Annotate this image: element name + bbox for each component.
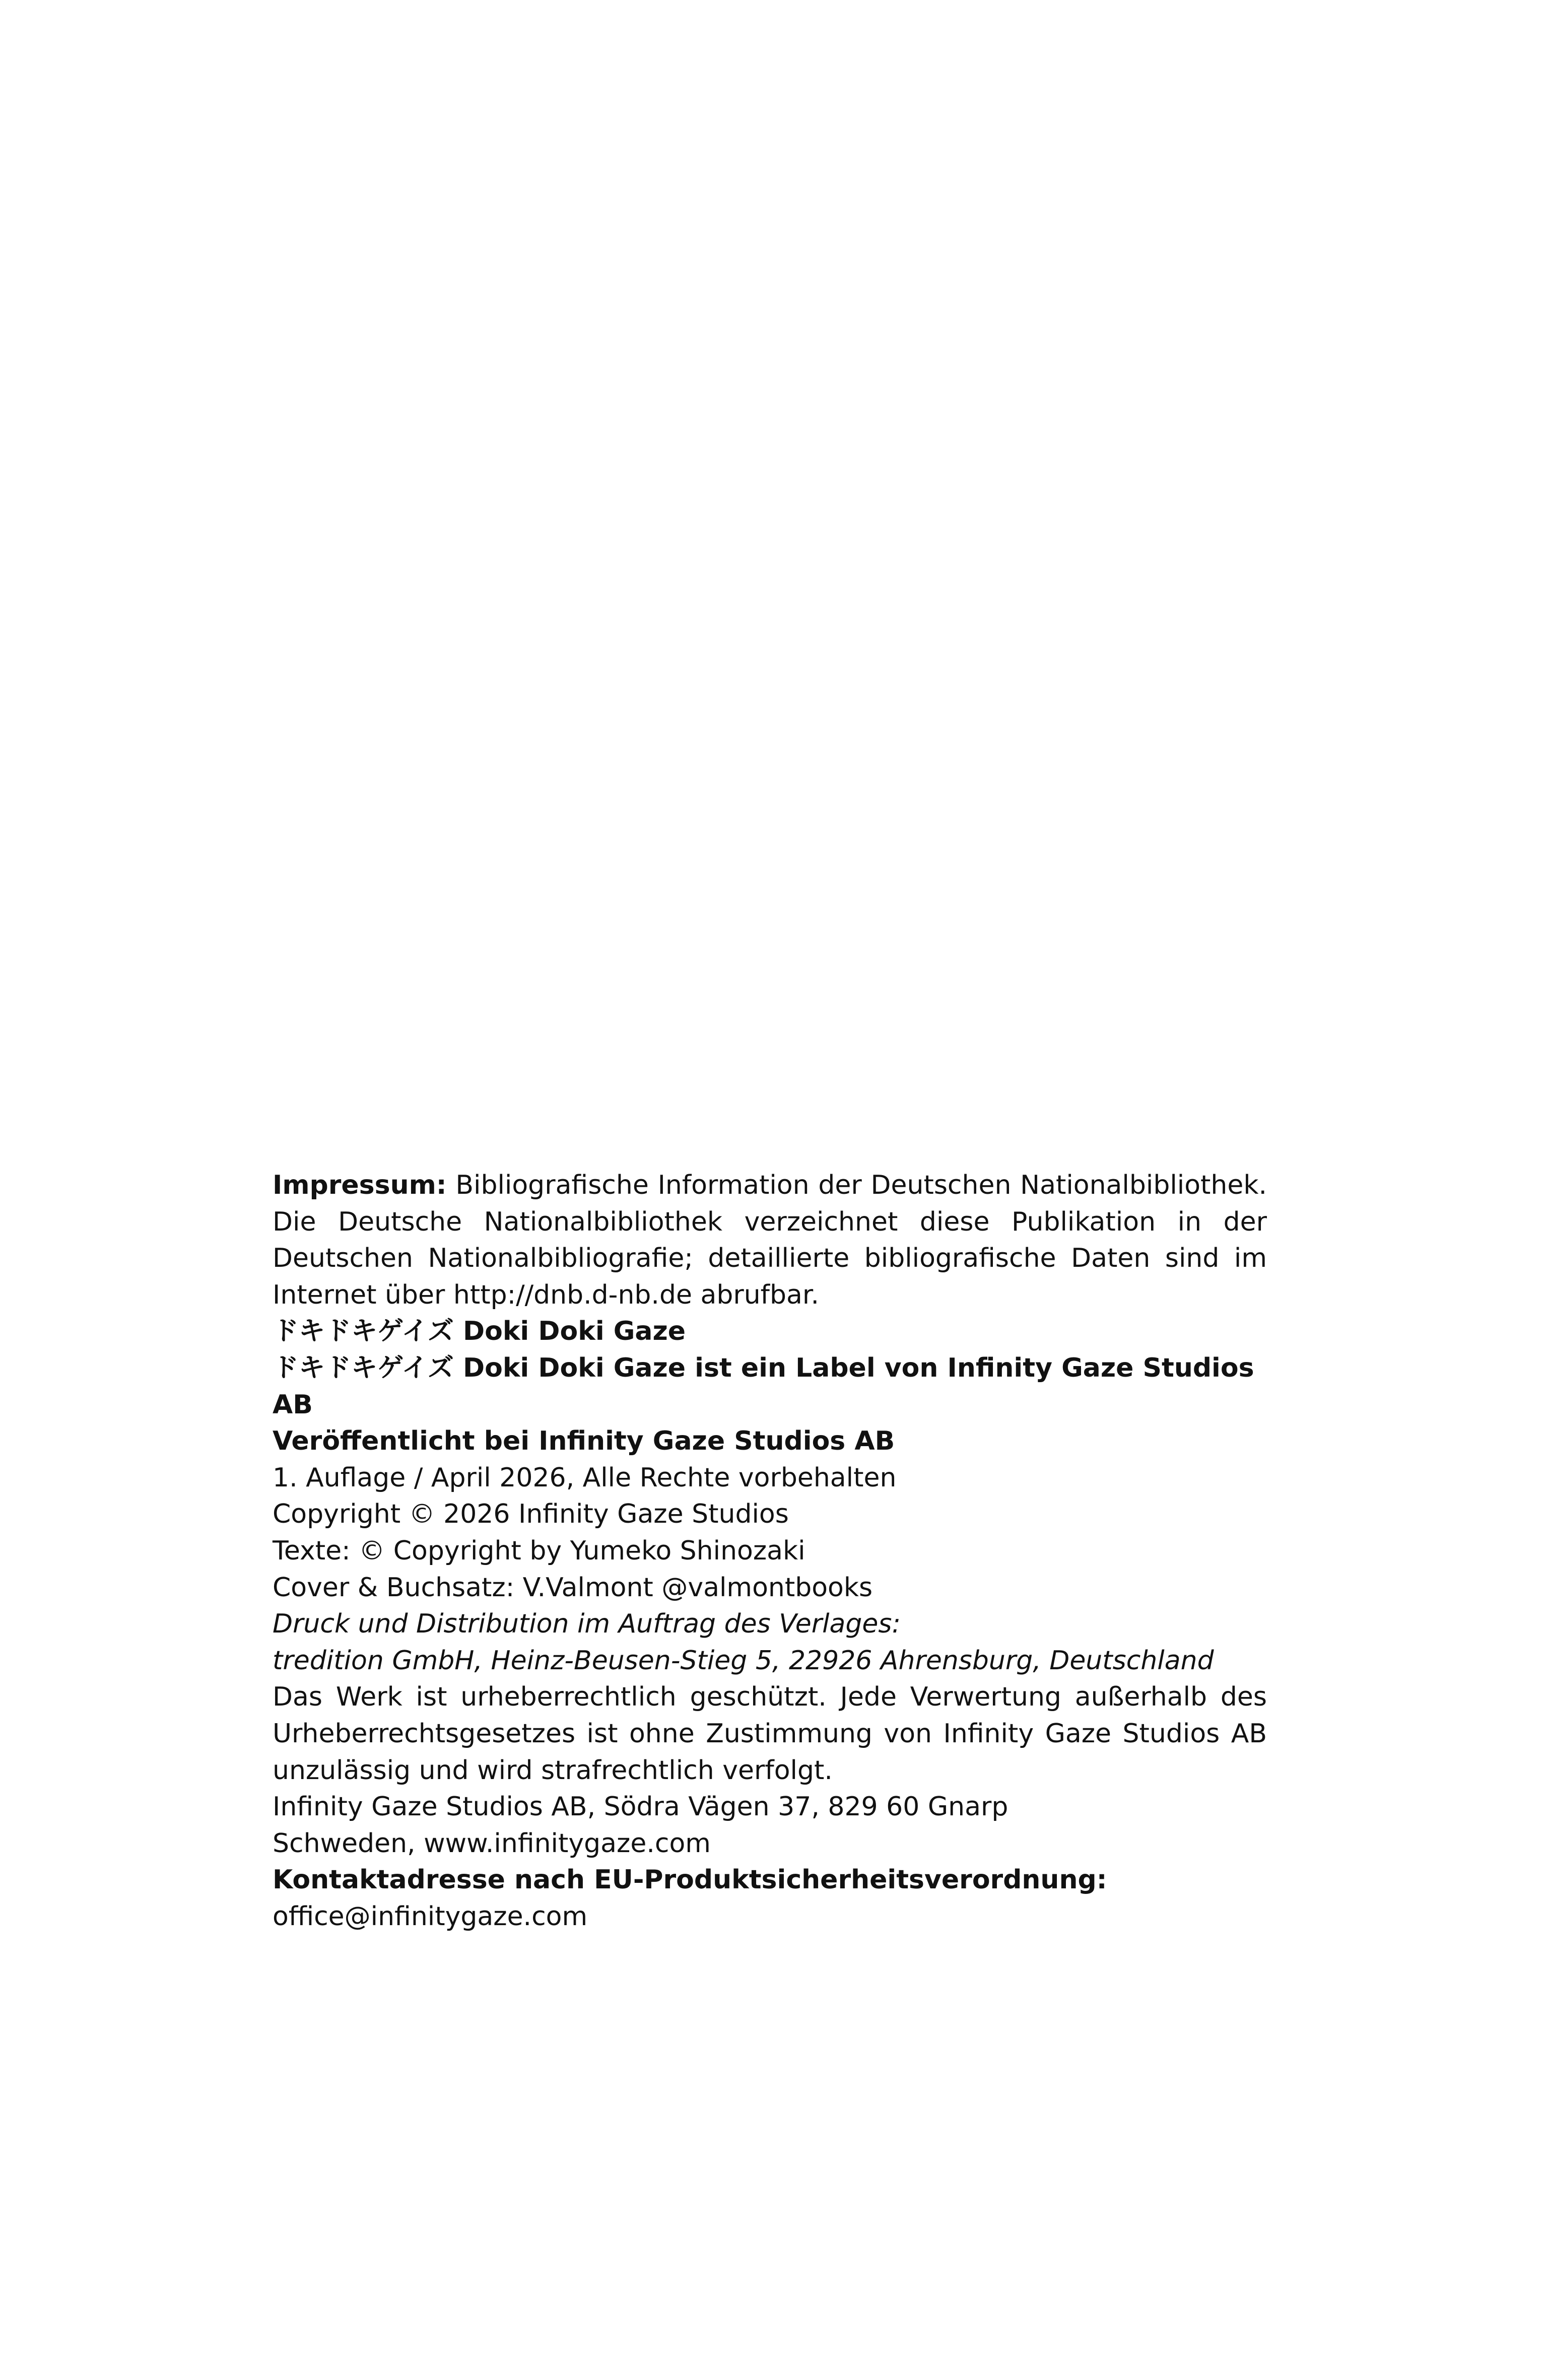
imprint-label: Impressum: [273,1170,447,1200]
print-address: tredition GmbH, Heinz-Beusen-Stieg 5, 22926 Ahrensburg, Deutschland [273,1645,1214,1676]
legal-notice: Das Werk ist urheberrechtlich geschützt. Jede Verwertung außerhalb des Urheberrechtsgesetzes ist ohne Zustimmung von Infinity Gaze Studios AB unzulässig und wird strafrechtlich verfolgt. [273,1682,1267,1786]
publisher-address: Infinity Gaze Studios AB, Södra Vägen 37, 829 60 Gnarp [273,1792,1008,1822]
copyright-line: Copyright © 2026 Infinity Gaze Studios [273,1499,789,1530]
publisher-country-web: Schweden, www.infinitygaze.com [273,1828,711,1859]
imprint-intro-text: Bibliografische Information der Deutschen Nationalbibliothek. Die Deutsche Nationalbibliothek verzeichnet diese Publikation in der Deutschen Nationalbibliografie; detaillierte bibliografische Daten sind im Internet über http://dnb.d-nb.de abrufbar. [273,1170,1267,1310]
imprint-block [273,1167,1267,1935]
label-statement: ドキドキゲイズ Doki Doki Gaze ist ein Label von Infinity Gaze Studios AB [273,1352,1254,1420]
edition-line: 1. Auflage / April 2026, Alle Rechte vorbehalten [273,1462,897,1493]
contact-email: office@infinitygaze.com [273,1901,588,1932]
contact-heading: Kontaktadresse nach EU-Produktsicherheitsverordnung: [273,1865,1107,1895]
imprint-intro [273,1167,1267,1313]
label-line: ドキドキゲイズ Doki Doki Gaze [273,1316,686,1347]
print-heading: Druck und Distribution im Auftrag des Verlages: [273,1609,901,1640]
texts-copyright-line: Texte: © Copyright by Yumeko Shinozaki [273,1535,805,1566]
published-by: Veröffentlicht bei Infinity Gaze Studios AB [273,1426,895,1457]
cover-credit-line: Cover & Buchsatz: V.Valmont @valmontbooks [273,1572,873,1603]
